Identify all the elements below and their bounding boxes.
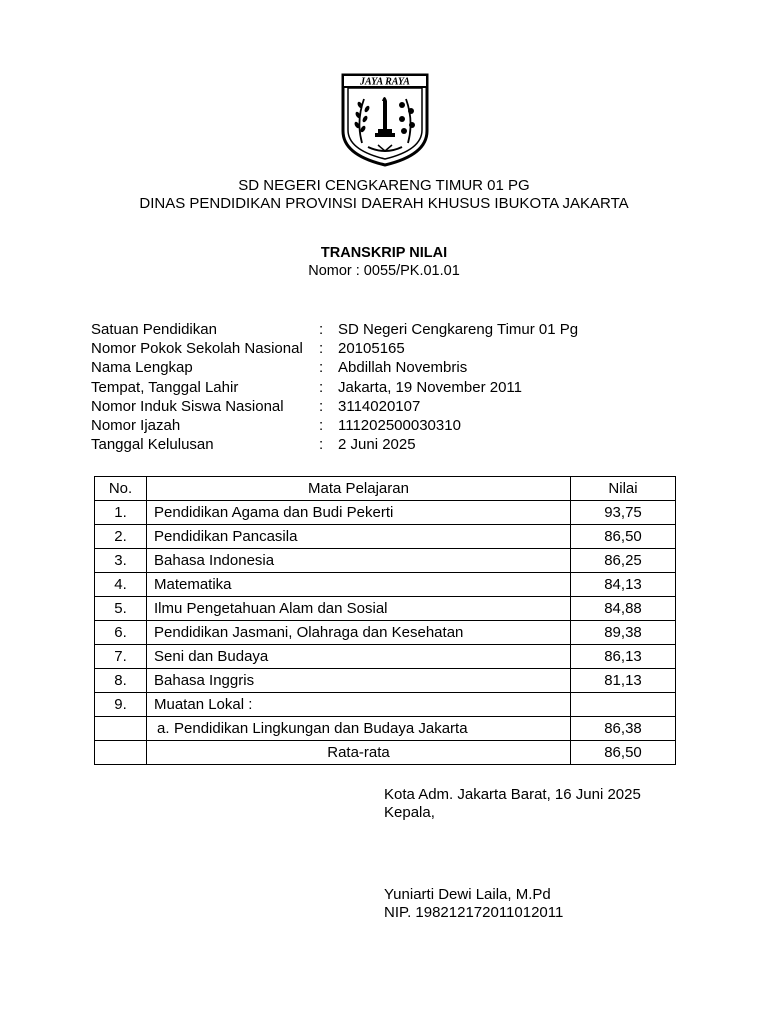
info-label: Satuan Pendidikan bbox=[91, 321, 217, 338]
row-subject: Matematika bbox=[147, 573, 571, 597]
row-score: 86,50 bbox=[571, 525, 676, 549]
info-label: Nomor Pokok Sekolah Nasional bbox=[91, 340, 303, 357]
signature-place-date: Kota Adm. Jakarta Barat, 16 Juni 2025 bbox=[384, 786, 641, 803]
table-row bbox=[95, 645, 676, 669]
document-title: TRANSKRIP NILAI bbox=[320, 245, 448, 261]
header-no: No. bbox=[95, 477, 147, 501]
row-score: 84,88 bbox=[571, 597, 676, 621]
svg-text:JAYA RAYA: JAYA RAYA bbox=[360, 76, 410, 88]
row-score: 81,13 bbox=[571, 669, 676, 693]
document-number: Nomor : 0055/PK.01.01 bbox=[308, 263, 460, 279]
info-value: 111202500030310 bbox=[338, 417, 461, 434]
info-value: 20105165 bbox=[338, 340, 405, 357]
info-label: Tanggal Kelulusan bbox=[91, 436, 214, 453]
row-number: 6. bbox=[95, 621, 147, 645]
row-number: 2. bbox=[95, 525, 147, 549]
info-label: Nama Lengkap bbox=[91, 359, 193, 376]
row-subject: Ilmu Pengetahuan Alam dan Sosial bbox=[147, 597, 571, 621]
row-number: 8. bbox=[95, 669, 147, 693]
info-value: SD Negeri Cengkareng Timur 01 Pg bbox=[338, 321, 579, 338]
row-score: 89,38 bbox=[571, 621, 676, 645]
row-subject: Muatan Lokal : bbox=[147, 693, 571, 717]
row-number: 7. bbox=[95, 645, 147, 669]
row-number: 1. bbox=[95, 501, 147, 525]
row-number-empty bbox=[95, 717, 147, 741]
info-separator: : bbox=[319, 340, 324, 357]
row-subject: Pendidikan Pancasila bbox=[147, 525, 571, 549]
header-score: Nilai bbox=[571, 477, 676, 501]
row-number: 5. bbox=[95, 597, 147, 621]
average-label: Rata-rata bbox=[147, 741, 571, 765]
row-score: 86,13 bbox=[571, 645, 676, 669]
row-subject: Bahasa Indonesia bbox=[147, 549, 571, 573]
table-row-average bbox=[95, 741, 676, 765]
info-separator: : bbox=[319, 436, 324, 453]
school-name: SD NEGERI CENGKARENG TIMUR 01 PG bbox=[238, 177, 530, 194]
info-value: Jakarta, 19 November 2011 bbox=[338, 379, 522, 396]
signatory-name: Yuniarti Dewi Laila, M.Pd bbox=[384, 886, 551, 903]
table-row bbox=[95, 669, 676, 693]
row-score: 86,25 bbox=[571, 549, 676, 573]
info-label: Nomor Induk Siswa Nasional bbox=[91, 398, 284, 415]
row-number: 4. bbox=[95, 573, 147, 597]
row-number-empty bbox=[95, 741, 147, 765]
table-row bbox=[95, 573, 676, 597]
info-label: Nomor Ijazah bbox=[91, 417, 181, 434]
table-row bbox=[95, 549, 676, 573]
table-header-row bbox=[95, 477, 676, 501]
info-separator: : bbox=[319, 359, 324, 376]
agency-name: DINAS PENDIDIKAN PROVINSI DAERAH KHUSUS IBUKOTA JAKARTA bbox=[139, 195, 629, 212]
table-row bbox=[95, 693, 676, 717]
info-separator: : bbox=[319, 321, 324, 338]
row-subject: Seni dan Budaya bbox=[147, 645, 571, 669]
info-separator: : bbox=[319, 379, 324, 396]
info-value: 3114020107 bbox=[338, 398, 421, 415]
row-score: 93,75 bbox=[571, 501, 676, 525]
row-score: 84,13 bbox=[571, 573, 676, 597]
row-subject bbox=[147, 717, 571, 741]
row-subject: Pendidikan Jasmani, Olahraga dan Kesehatan bbox=[147, 621, 571, 645]
table-row bbox=[95, 501, 676, 525]
sub-item-subject: Pendidikan Lingkungan dan Budaya Jakarta bbox=[174, 720, 468, 737]
table-row bbox=[95, 597, 676, 621]
row-subject: Pendidikan Agama dan Budi Pekerti bbox=[147, 501, 571, 525]
info-value: Abdillah Novembris bbox=[338, 359, 468, 376]
table-row-local-content bbox=[95, 717, 676, 741]
table-row bbox=[95, 621, 676, 645]
header-subject: Mata Pelajaran bbox=[147, 477, 571, 501]
table-row bbox=[95, 525, 676, 549]
row-number: 9. bbox=[95, 693, 147, 717]
signatory-nip: NIP. 198212172011012011 bbox=[384, 904, 564, 921]
info-separator: : bbox=[319, 398, 324, 415]
row-score: 86,38 bbox=[571, 717, 676, 741]
row-number: 3. bbox=[95, 549, 147, 573]
info-separator: : bbox=[319, 417, 324, 434]
row-score bbox=[571, 693, 676, 717]
grades-table bbox=[94, 476, 676, 765]
info-label: Tempat, Tanggal Lahir bbox=[91, 379, 239, 396]
jakarta-crest-logo bbox=[338, 71, 432, 167]
row-subject: Bahasa Inggris bbox=[147, 669, 571, 693]
signature-role: Kepala, bbox=[384, 804, 435, 821]
info-value: 2 Juni 2025 bbox=[338, 436, 416, 453]
sub-item-letter: a. bbox=[157, 720, 170, 737]
average-score: 86,50 bbox=[571, 741, 676, 765]
